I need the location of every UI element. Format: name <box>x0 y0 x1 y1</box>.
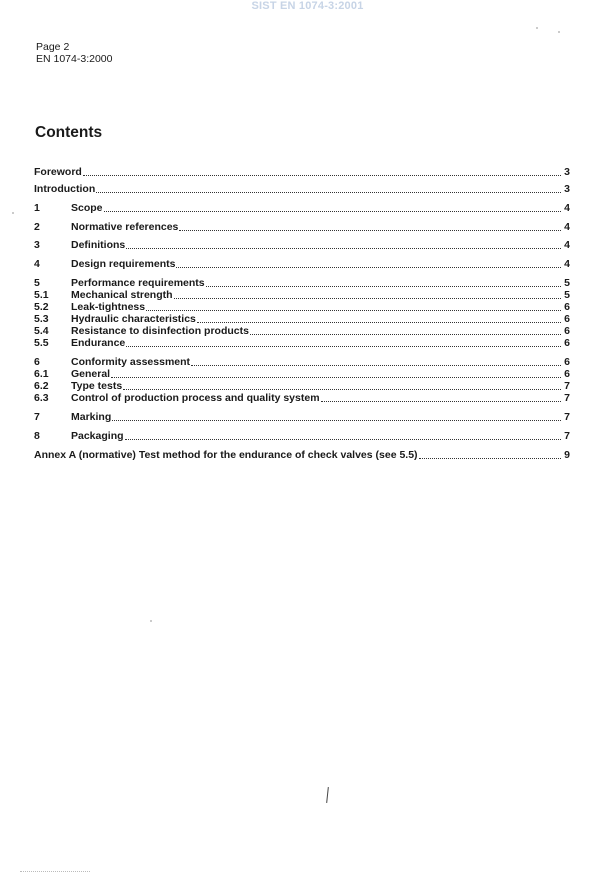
toc-entry-title: Resistance to disinfection products <box>71 325 249 337</box>
dot-leader <box>104 211 561 212</box>
toc-section-number: 6.2 <box>34 380 49 392</box>
dot-leader <box>126 346 561 347</box>
toc-entry-title: Performance requirements <box>71 277 205 289</box>
toc-entry <box>34 368 570 380</box>
toc-page-number: 7 <box>564 430 570 442</box>
toc-entry <box>34 430 570 442</box>
toc-section-number: 4 <box>34 258 40 270</box>
toc-page-number: 3 <box>564 183 570 195</box>
toc-section-number: 7 <box>34 411 40 423</box>
toc-entry-title: General <box>71 368 111 380</box>
dot-leader <box>174 298 561 299</box>
toc-entry-title: Leak-tightness <box>71 301 146 313</box>
watermark: SIST EN 1074-3:2001 <box>251 0 364 12</box>
toc-section-number: 5.4 <box>34 325 49 337</box>
toc-section-number: 5.5 <box>34 337 49 349</box>
dot-leader <box>112 420 561 421</box>
dot-leader <box>146 310 561 311</box>
toc-entry-title: Hydraulic characteristics <box>71 313 196 325</box>
toc-page-number: 9 <box>564 449 570 461</box>
toc-entry-title: Mechanical strength <box>71 289 173 301</box>
dot-leader <box>176 267 561 268</box>
dot-leader <box>123 389 561 390</box>
toc-entry-title: Control of production process and quality system <box>71 392 320 404</box>
toc-page-number: 4 <box>564 239 570 251</box>
toc-section-number: 5.3 <box>34 313 49 325</box>
toc-entry <box>34 325 570 337</box>
toc-entry <box>34 166 570 178</box>
toc-section-number: 3 <box>34 239 40 251</box>
toc-entry <box>34 337 570 349</box>
dot-leader <box>125 439 561 440</box>
toc-page-number: 4 <box>564 258 570 270</box>
toc-entry-title: Annex A (normative) Test method for the endurance of check valves (see 5.5) <box>34 449 418 461</box>
toc-entry <box>34 258 570 270</box>
standard-id: EN 1074-3:2000 <box>36 53 113 65</box>
toc-entry-title: Foreword <box>34 166 82 178</box>
toc-section-number: 2 <box>34 221 40 233</box>
dot-leader <box>321 401 561 402</box>
toc-entry <box>34 392 570 404</box>
scan-speck <box>558 31 560 33</box>
toc-section-number: 5 <box>34 277 40 289</box>
toc-page-number: 7 <box>564 411 570 423</box>
toc-page-number: 6 <box>564 301 570 313</box>
toc-entry <box>34 356 570 368</box>
dot-leader <box>197 322 561 323</box>
dot-leader <box>250 334 561 335</box>
toc-page-number: 5 <box>564 277 570 289</box>
dot-leader <box>419 458 561 459</box>
footer-rule <box>20 871 90 873</box>
toc-section-number: 6 <box>34 356 40 368</box>
toc-entry <box>34 380 570 392</box>
toc-entry <box>34 183 570 195</box>
toc-entry <box>34 313 570 325</box>
toc-section-number: 8 <box>34 430 40 442</box>
toc-page-number: 4 <box>564 221 570 233</box>
toc-section-number: 5.1 <box>34 289 49 301</box>
scan-speck <box>12 212 14 214</box>
toc-entry <box>34 411 570 423</box>
toc-entry-title: Marking <box>71 411 112 423</box>
scan-speck <box>150 620 152 622</box>
toc-page-number: 6 <box>564 356 570 368</box>
toc-page-number: 6 <box>564 325 570 337</box>
toc-entry-title: Endurance <box>71 337 126 349</box>
toc-page-number: 3 <box>564 166 570 178</box>
toc-entry-title: Normative references <box>71 221 179 233</box>
toc-entry-title: Design requirements <box>71 258 176 270</box>
toc-entry <box>34 277 570 289</box>
dot-leader <box>206 286 561 287</box>
toc-entry-title: Conformity assessment <box>71 356 191 368</box>
contents-title: Contents <box>35 124 103 141</box>
toc-entry-title: Type tests <box>71 380 123 392</box>
toc-page-number: 5 <box>564 289 570 301</box>
toc-page-number: 7 <box>564 380 570 392</box>
toc-entry <box>34 289 570 301</box>
toc-section-number: 6.3 <box>34 392 49 404</box>
toc-page-number: 7 <box>564 392 570 404</box>
toc-entry <box>34 221 570 233</box>
toc-page-number: 6 <box>564 313 570 325</box>
toc-section-number: 5.2 <box>34 301 49 313</box>
toc-page-number: 6 <box>564 368 570 380</box>
page-number: Page 2 <box>36 41 70 53</box>
toc-entry-title: Definitions <box>71 239 126 251</box>
toc-entry <box>34 202 570 214</box>
toc-page-number: 6 <box>564 337 570 349</box>
toc-entry-title: Scope <box>71 202 103 214</box>
page-header <box>36 41 112 65</box>
dot-leader <box>111 377 561 378</box>
pen-mark <box>326 787 329 803</box>
dot-leader <box>191 365 561 366</box>
toc-entry <box>34 239 570 251</box>
dot-leader <box>83 175 561 176</box>
dot-leader <box>96 192 561 193</box>
toc-entry-title: Packaging <box>71 430 124 442</box>
dot-leader <box>179 230 561 231</box>
scan-speck <box>536 27 538 29</box>
toc-entry <box>34 449 570 461</box>
toc-section-number: 1 <box>34 202 40 214</box>
toc-entry-title: Introduction <box>34 183 96 195</box>
toc-entry <box>34 301 570 313</box>
toc-page-number: 4 <box>564 202 570 214</box>
toc-section-number: 6.1 <box>34 368 49 380</box>
dot-leader <box>126 248 561 249</box>
